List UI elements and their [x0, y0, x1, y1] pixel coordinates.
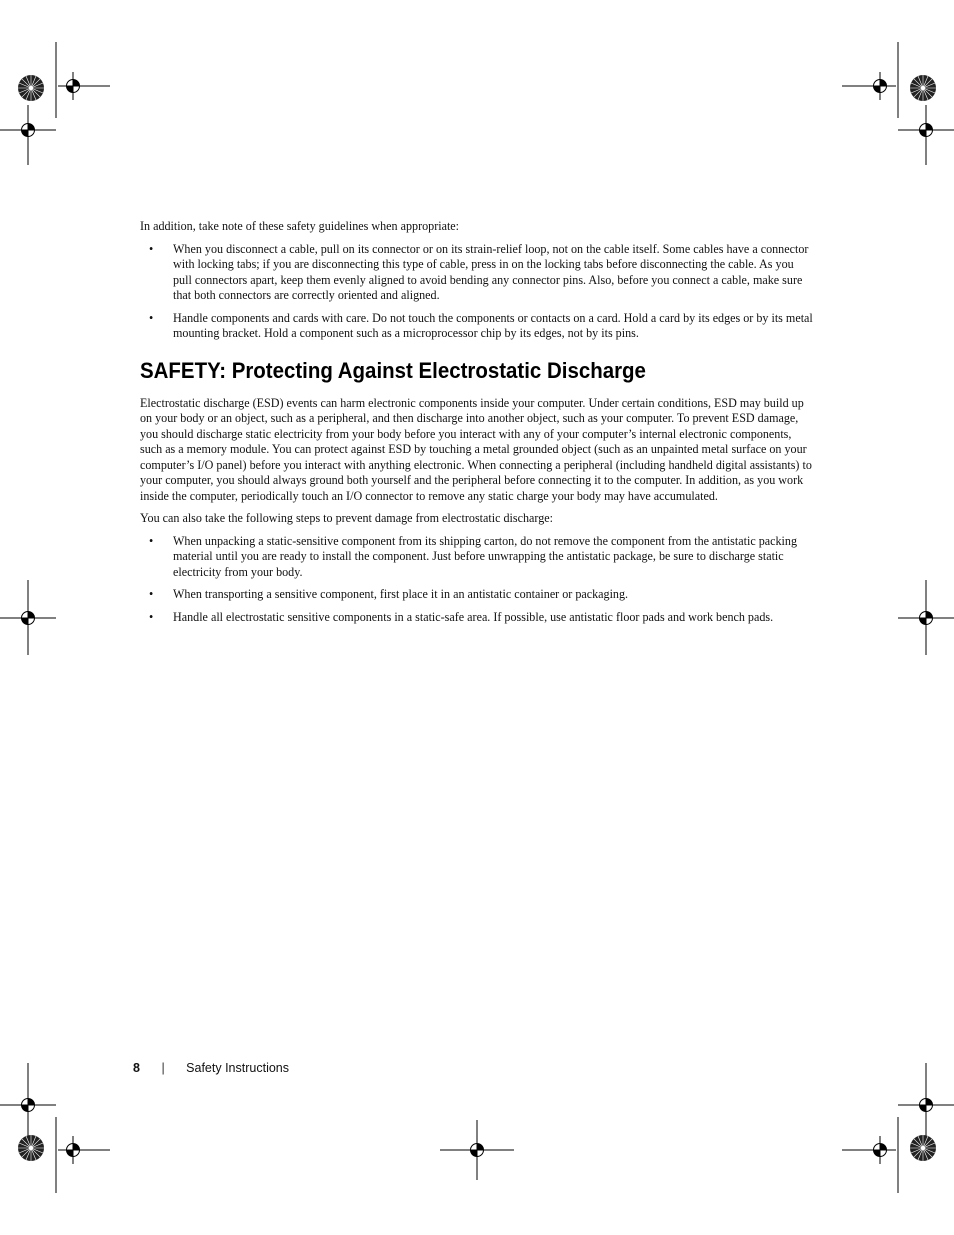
list-item-text: When you disconnect a cable, pull on its connector or on its strain-relief loop, not on the cable itself. Some cables have a connector with locking tabs; if you are disconnecting this type of cable, press in on the locking tabs before disconnecting the cable. As you pull connectors apart, keep them evenly aligned to avoid bending any connector pins. Also, before you connect a cable, make sure that both connectors are correctly oriented and aligned. — [173, 241, 809, 302]
footer-title: Safety Instructions — [186, 1061, 289, 1075]
bullet-icon: • — [149, 310, 154, 325]
list-item-text: When unpacking a static-sensitive component from its shipping carton, do not remove the component from the antistatic packing material until you are ready to install the component. Just before unwrapping the antistatic package, be sure to discharge static electricity from your body. — [173, 533, 798, 579]
footer-separator: | — [161, 1061, 165, 1075]
list-item — [140, 311, 813, 342]
bullet-icon: • — [149, 609, 154, 624]
esd-steps-list — [140, 534, 813, 626]
list-item — [140, 534, 813, 581]
page-number: 8 — [133, 1061, 140, 1075]
list-item — [140, 242, 813, 304]
bullet-icon: • — [149, 241, 154, 256]
page-footer — [133, 1061, 289, 1075]
section-heading: SAFETY: Protecting Against Electrostatic Discharge — [140, 357, 646, 383]
intro-paragraph: In addition, take note of these safety guidelines when appropriate: — [140, 219, 460, 233]
list-item-text: When transporting a sensitive component, first place it in an antistatic container or packaging. — [173, 587, 629, 601]
list-item — [140, 610, 813, 626]
list-item-text: Handle components and cards with care. Do not touch the components or contacts on a card. Hold a card by its edges or by its metal mounting bracket. Hold a component such as a microprocessor chip by its edges, not by its pins. — [173, 310, 813, 340]
steps-intro-paragraph: You can also take the following steps to prevent damage from electrostatic discharge: — [140, 511, 553, 525]
list-item-text: Handle all electrostatic sensitive components in a static-safe area. If possible, use antistatic floor pads and work bench pads. — [173, 609, 774, 624]
bullet-icon: • — [149, 587, 154, 601]
bullet-icon: • — [149, 533, 154, 548]
safety-guidelines-list — [140, 242, 813, 342]
list-item — [140, 587, 813, 603]
page-body — [140, 219, 813, 632]
esd-paragraph: Electrostatic discharge (ESD) events can harm electronic components inside your computer. Under certain conditions, ESD may build up on your body or an object, such as a peripheral, and then discharge into another object, such as your computer. To prevent ESD damage, you should discharge static electricity from your body before you interact with any of your computer’s internal electronic components, such as a memory module. You can protect against ESD by touching a metal grounded object (such as an unpainted metal surface on your computer’s I/O panel) before you interact with anything electronic. When connecting a peripheral (including handheld digital assistants) to your computer, you should always ground both yourself and the peripheral before connecting it to the computer. In addition, as you work inside the computer, periodically touch an I/O connector to remove any static charge your body may have accumulated. — [140, 395, 812, 503]
